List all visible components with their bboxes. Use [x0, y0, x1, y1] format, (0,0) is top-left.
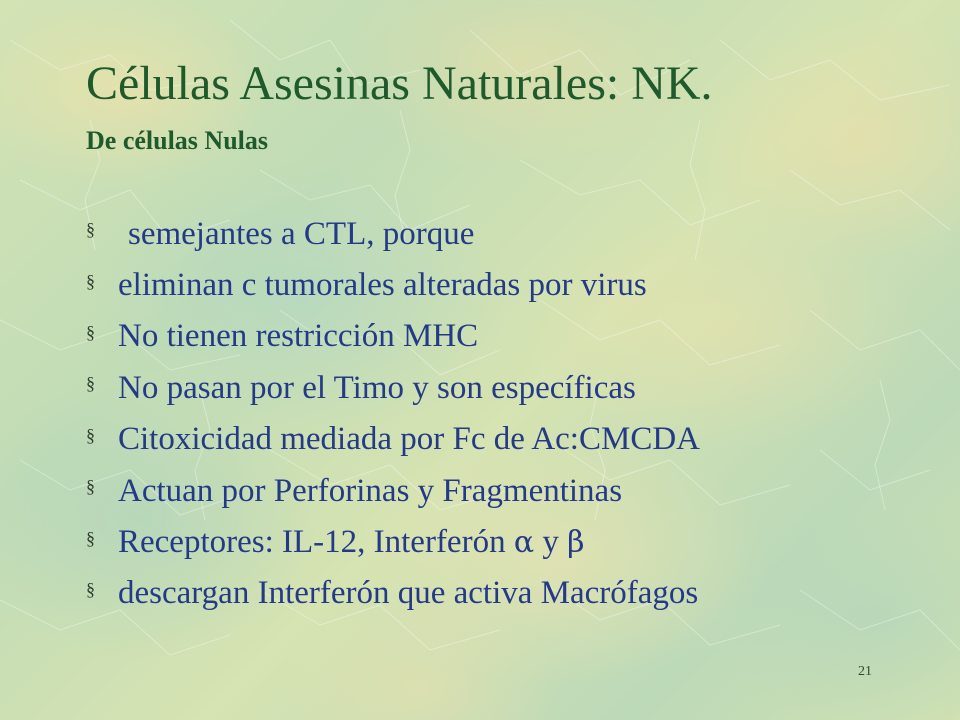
bullet-text: Actuan por Perforinas y Fragmentinas — [118, 472, 623, 509]
bullet-marker: § — [86, 527, 95, 548]
bullet-marker: § — [86, 270, 95, 291]
bullet-item — [86, 208, 700, 259]
bullet-marker: § — [86, 219, 95, 240]
slide-subtitle: De células Nulas — [86, 126, 268, 155]
bullet-text — [118, 522, 584, 563]
bullet-item — [86, 259, 700, 310]
bullet-text-conjunction: y — [534, 523, 568, 560]
bullet-item — [86, 362, 700, 413]
bullet-text: eliminan c tumorales alteradas por virus — [118, 267, 647, 304]
bullet-item — [86, 568, 700, 619]
bullet-text: semejantes a CTL, porque — [128, 215, 475, 252]
bullet-item — [86, 414, 700, 465]
bullet-text: No pasan por el Timo y son específicas — [118, 369, 636, 406]
bullet-marker: § — [86, 578, 95, 599]
bullet-text: descargan Interferón que activa Macrófagos — [118, 575, 699, 612]
alpha-symbol: α — [513, 524, 535, 560]
bullet-marker: § — [86, 424, 95, 445]
bullet-item — [86, 465, 700, 516]
bullet-text-main: Receptores: IL-12, Interferón — [118, 523, 514, 560]
bullet-marker: § — [86, 373, 95, 394]
bullet-item — [86, 516, 700, 567]
slide-number: 21 — [858, 664, 872, 679]
bullet-text: Citoxicidad mediada por Fc de Ac:CMCDA — [118, 421, 700, 458]
slide-title: Células Asesinas Naturales: NK. — [86, 57, 713, 110]
bullet-item — [86, 311, 700, 362]
bullet-marker: § — [86, 476, 95, 497]
bullet-text: No tienen restricción MHC — [118, 318, 479, 355]
bullet-marker: § — [86, 321, 95, 342]
bullet-list — [86, 208, 700, 619]
beta-symbol: β — [567, 524, 585, 560]
